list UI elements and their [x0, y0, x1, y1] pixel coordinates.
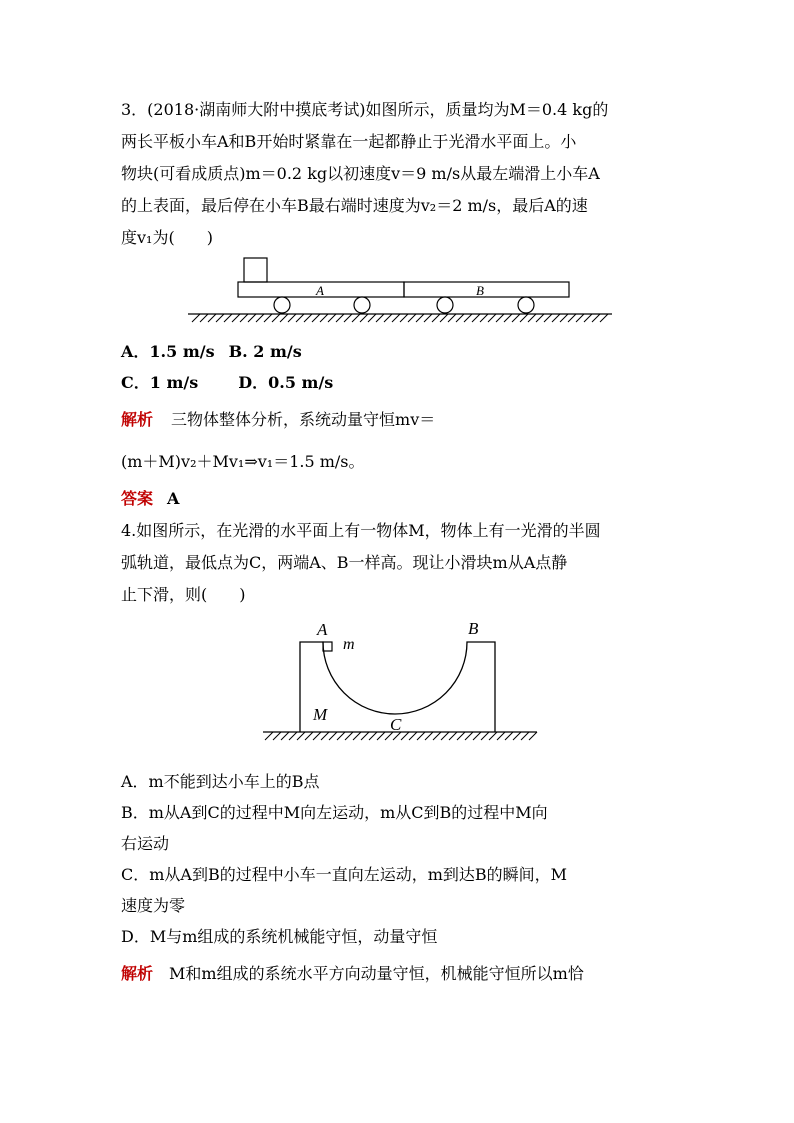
cart-b-body: [404, 282, 569, 297]
q4-line-2: 弧轨道，最低点为C，两端A、B一样高。现让小滑块m从A点静: [121, 553, 568, 572]
q3-options-row-2: [121, 367, 681, 399]
cart-a-label: A: [316, 283, 324, 298]
q4-option-a: A．m不能到达小车上的B点: [121, 772, 320, 791]
q4-option-d: D．M与m组成的系统机械能守恒，动量守恒: [121, 927, 438, 946]
cart-b-label: B: [476, 283, 484, 298]
q3-option-c: C．1 m/s: [121, 373, 199, 392]
q4-line-3: 止下滑，则( ): [121, 585, 246, 604]
q3-options-row-1: [121, 336, 681, 368]
cart-a-wheel-right: [354, 297, 370, 313]
ground-hatching: [192, 314, 608, 322]
q4-analysis-label: 解析: [121, 964, 154, 983]
q3-analysis-text-1: 三物体整体分析，系统动量守恒mv＝: [171, 410, 436, 429]
q3-line-4: 的上表面，最后停在小车B最右端时速度为v₂＝2 m/s，最后A的速: [121, 196, 588, 215]
q3-answer-label: 答案: [121, 489, 154, 508]
q3-option-d: D．0.5 m/s: [238, 373, 334, 392]
q3-option-b: B. 2 m/s: [228, 342, 302, 361]
q3-analysis-line-1: [121, 404, 681, 436]
q3-answer-line: [121, 483, 681, 515]
q3-line-5: 度v₁为( ): [121, 228, 213, 247]
slider-block: [323, 642, 332, 651]
q3-option-a: A．1.5 m/s: [121, 342, 215, 361]
block-m-label: M: [313, 705, 328, 724]
slider-m-label: m: [343, 636, 355, 653]
small-block: [244, 258, 267, 282]
cart-b-wheel-left: [437, 297, 453, 313]
q4-line-1: 4.如图所示，在光滑的水平面上有一物体M，物体上有一光滑的半圆: [121, 521, 601, 540]
q3-figure-carts: [180, 252, 620, 328]
q3-analysis-label: 解析: [121, 410, 154, 429]
point-a-label: A: [317, 620, 328, 639]
q4-option-b: B．m从A到C的过程中M向左运动，m从C到B的过程中M向: [121, 803, 548, 822]
cart-a-wheel-left: [274, 297, 290, 313]
q3-line-3: 物块(可看成质点)m＝0.2 kg以初速度v＝9 m/s从最左端滑上小车A: [121, 164, 600, 183]
q3-line-1: 3．(2018·湖南师大附中摸底考试)如图所示，质量均为M＝0.4 kg的: [121, 100, 609, 119]
q4-option-c: C．m从A到B的过程中小车一直向左运动，m到达B的瞬间，M: [121, 865, 568, 884]
q3-analysis-line-2: (m＋M)v₂＋Mv₁⇒v₁＝1.5 m/s。: [121, 452, 365, 471]
point-b-label: B: [468, 619, 479, 638]
q3-answer-value: A: [167, 489, 180, 508]
point-c-label: C: [390, 715, 402, 734]
q4-option-c-cont: 速度为零: [121, 896, 186, 915]
q4-analysis-line: [121, 958, 681, 990]
q4-figure-halfpipe: [255, 612, 545, 750]
q3-line-2: 两长平板小车A和B开始时紧靠在一起都静止于光滑水平面上。小: [121, 132, 577, 151]
cart-b-wheel-right: [518, 297, 534, 313]
q4-analysis-text: M和m组成的系统水平方向动量守恒，机械能守恒所以m恰: [169, 964, 584, 983]
q4-option-b-cont: 右运动: [121, 834, 170, 853]
